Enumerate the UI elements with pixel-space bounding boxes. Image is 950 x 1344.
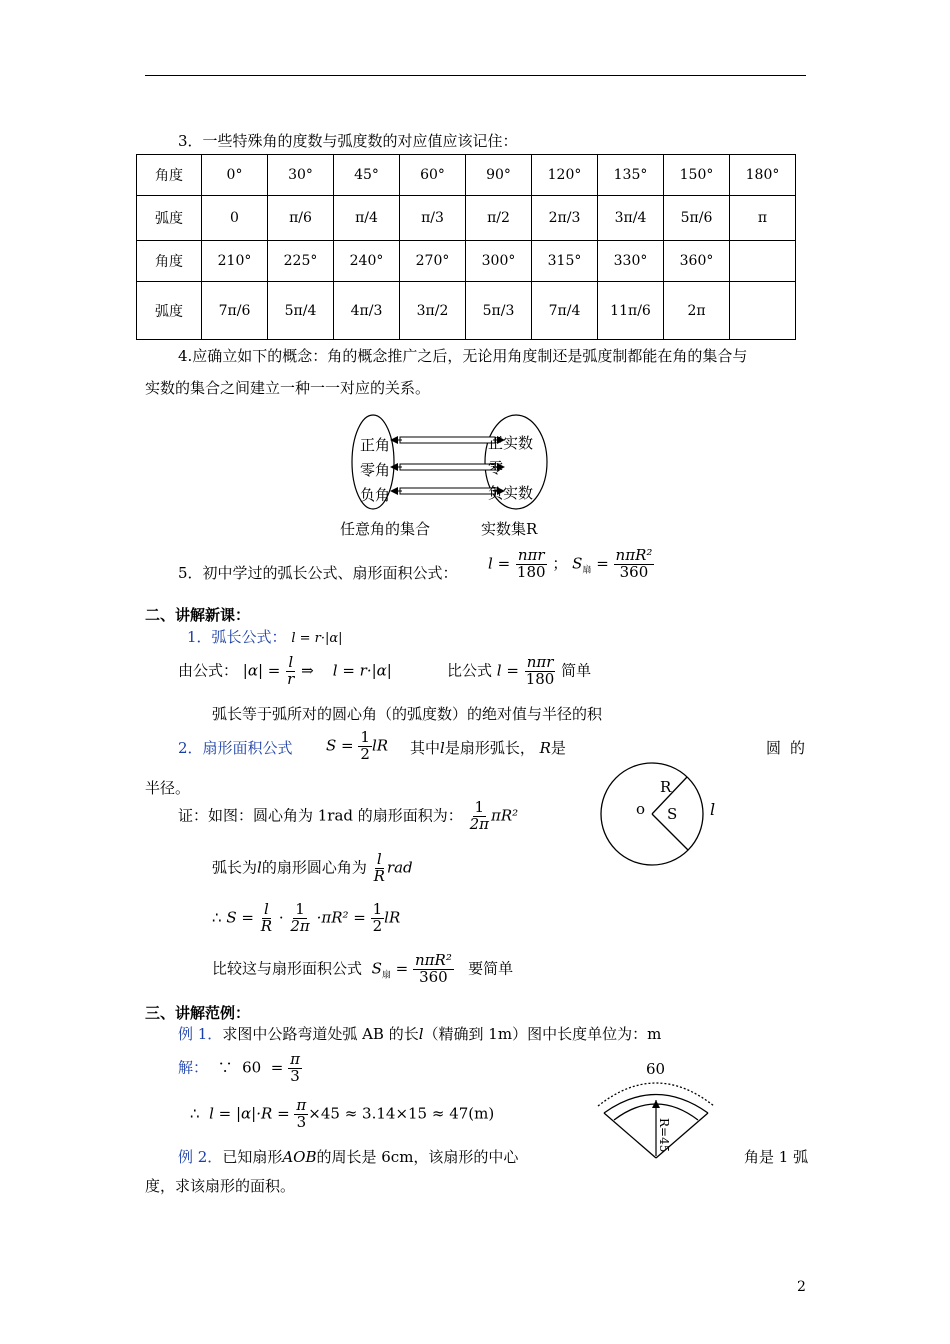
example-2-line-1: 例 2．已知扇形AOB的周长是 6cm，该扇形的中心 (178, 1148, 519, 1166)
right-item: 正实数 (488, 434, 534, 452)
table-cell: π/2 (466, 196, 532, 241)
table-cell: 0° (202, 155, 268, 196)
fraction: $\frac{1}{2}$ (372, 900, 383, 935)
table-cell: 5π/6 (664, 196, 730, 241)
fig-label-R: R (660, 778, 672, 796)
sector-de: 的 (790, 739, 806, 757)
table-cell: 3π/4 (598, 196, 664, 241)
table-cell: π (730, 196, 796, 241)
table-row (137, 155, 796, 196)
table-cell: 120° (532, 155, 598, 196)
fraction: $\frac{\text{nπR²}}{360}$ (415, 951, 452, 986)
table-cell: 315° (532, 241, 598, 282)
left-item: 负角 (360, 486, 391, 504)
left-item: 正角 (360, 436, 391, 454)
fraction: $\frac{\text{nπr}}{180}$ (516, 546, 546, 581)
proof-line-2: 弧长为l的扇形圆心角为 $\frac{l}{R}$ rad (212, 850, 413, 885)
page-number: 2 (797, 1279, 806, 1295)
table-cell: 5π/4 (268, 282, 334, 340)
table-cell: 2π (664, 282, 730, 340)
solution-line-2: ∴ l = |α|·R = $\frac{\pi}{3}$ ×45 ≈ 3.14×15 ≈ 47(m) (190, 1096, 495, 1131)
table-cell: 11π/6 (598, 282, 664, 340)
table-cell: 90° (466, 155, 532, 196)
table-cell: 210° (202, 241, 268, 282)
proof-line-3: ∴ S = $\frac{l}{R}$ · $\frac{1}{2\pi}$ ·πR² = $\frac{1}{2}$ lR (212, 900, 401, 935)
road-label-top: 60 (646, 1060, 666, 1078)
fraction: $\frac{\pi}{3}$ (296, 1096, 307, 1131)
table-cell: 3π/2 (400, 282, 466, 340)
arc-formula: l = r·|α| (291, 631, 343, 646)
example-2-line-1-tail: 角是 1 弧 (744, 1148, 809, 1166)
table-cell: 5π/3 (466, 282, 532, 340)
table-row (137, 241, 796, 282)
table-cell (730, 241, 796, 282)
table-cell: 45° (334, 155, 400, 196)
arrow-1 (394, 437, 501, 443)
sector-yuan: 圆 (766, 739, 782, 757)
table-cell: 60° (400, 155, 466, 196)
fraction: $\frac{\text{nπR²}}{360}$ (615, 546, 653, 581)
sector-circle-figure (598, 762, 728, 866)
right-item: 负实数 (488, 484, 534, 502)
table-cell: 角度 (137, 241, 202, 282)
sector-where: 其中l是扇形弧长， R是 (410, 739, 566, 757)
section-4-line-1: 4.应确立如下的概念：角的概念推广之后，无论用角度制还是弧度制都能在角的集合与 (178, 347, 748, 365)
arc-title: 1．弧长公式： (187, 628, 287, 646)
mapping-diagram (340, 412, 570, 542)
proof-line-4: 比较这与扇形面积公式 $S_扇$ = $\frac{\text{nπR²}}{360}$ 要简单 (212, 951, 514, 986)
fraction: $\frac{\pi}{3}$ (290, 1050, 300, 1085)
fraction: $\frac{l}{R}$ (373, 850, 385, 885)
table-cell: 0 (202, 196, 268, 241)
table-cell (730, 282, 796, 340)
arc-length-line (187, 626, 343, 647)
table-cell: π/3 (400, 196, 466, 241)
table-cell: 角度 (137, 155, 202, 196)
section-3-text: 3．一些特殊角的度数与弧度数的对应值应该记住： (178, 132, 518, 150)
right-caption: 实数集R (481, 520, 538, 538)
section-5-formula: l = $\frac{\text{nπr}}{180}$ ； $S_扇$ = $\frac{\text{nπR²}}{360}$ (488, 546, 653, 581)
sector-banjing: 半径。 (145, 779, 191, 797)
table-cell: 180° (730, 155, 796, 196)
section-4-line-2: 实数的集合之间建立一种一一对应的关系。 (145, 379, 431, 397)
fraction: $\frac{1}{2}$ (360, 728, 370, 763)
table-cell: π/4 (334, 196, 400, 241)
table-cell: 270° (400, 241, 466, 282)
arrow-3 (394, 488, 501, 494)
sector-formula: S = $\frac{1}{2}$ lR (326, 728, 389, 763)
solution-line-1: 解： ∵ 60 = $\frac{\pi}{3}$ (178, 1050, 300, 1085)
left-caption: 任意角的集合 (340, 520, 431, 538)
header-rule (145, 75, 806, 76)
table-cell: 30° (268, 155, 334, 196)
fraction: $\frac{\text{nπr}}{180}$ (525, 653, 555, 688)
table-cell: 2π/3 (532, 196, 598, 241)
section-5-text: 5．初中学过的弧长公式、扇形面积公式： (178, 564, 458, 582)
table-cell: 240° (334, 241, 400, 282)
table-cell: 7π/4 (532, 282, 598, 340)
derive-line: 由公式： |α| = $\frac{l}{r}$ ⇒ l = r·|α| (178, 653, 392, 688)
table-cell: 360° (664, 241, 730, 282)
fig-label-S: S (667, 805, 678, 823)
right-item: 零 (488, 459, 504, 477)
table-cell: 225° (268, 241, 334, 282)
table-cell: 7π/6 (202, 282, 268, 340)
arrow-2 (394, 464, 501, 470)
road-curve-figure (590, 1058, 722, 1163)
formula-l: l (488, 554, 493, 573)
fig-label-o: o (636, 800, 646, 818)
angle-radian-table (136, 154, 796, 340)
road-label-R: R=45 (657, 1118, 671, 1153)
fraction: $\frac{1}{2\pi}$ (290, 900, 310, 935)
fraction: $\frac{l}{R}$ (260, 900, 273, 935)
table-cell: 弧度 (137, 282, 202, 340)
table-cell: 4π/3 (334, 282, 400, 340)
left-item: 零角 (360, 461, 391, 479)
table-row (137, 196, 796, 241)
table-cell: 150° (664, 155, 730, 196)
example-1-line: 例 1．求图中公路弯道处弧 AB 的长l（精确到 1m）图中长度单位为：m (178, 1025, 662, 1043)
table-cell: 135° (598, 155, 664, 196)
fraction: $\frac{1}{2\pi}$ (469, 798, 489, 833)
proof-line-1: 证：如图：圆心角为 1rad 的扇形面积为： $\frac{1}{2\pi}$ πR² (178, 798, 519, 833)
table-cell: π/6 (268, 196, 334, 241)
table-row (137, 282, 796, 340)
table-cell: 330° (598, 241, 664, 282)
example-2-line-2: 度，求该扇形的面积。 (145, 1177, 296, 1195)
heading-2: 二、讲解新课： (145, 606, 251, 624)
fraction: $\frac{l}{r}$ (287, 653, 295, 688)
arc-statement: 弧长等于弧所对的圆心角（的弧度数）的绝对值与半径的积 (212, 705, 603, 723)
sector-title: 2．扇形面积公式 (178, 739, 293, 757)
compare-line: 比公式 l = $\frac{\text{nπr}}{180}$ 简单 (447, 653, 592, 688)
heading-3: 三、讲解范例： (145, 1004, 251, 1022)
table-cell: 300° (466, 241, 532, 282)
fig-label-l: l (710, 800, 716, 819)
table-cell: 弧度 (137, 196, 202, 241)
